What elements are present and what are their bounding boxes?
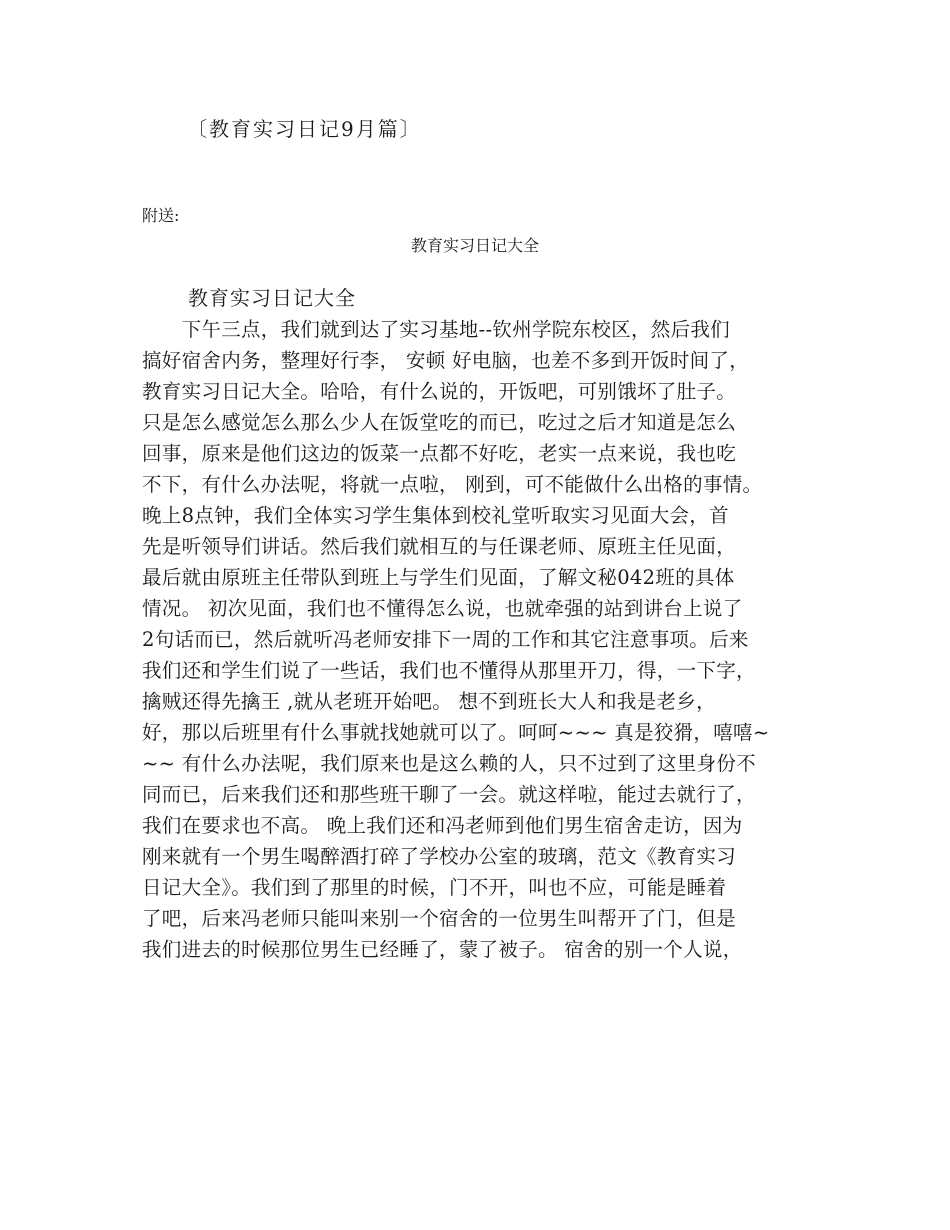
body-line: 2句话而已，然后就听冯老师安排下一周的工作和其它注意事项。后来 — [142, 628, 749, 651]
section-heading: 教育实习日记大全 — [188, 286, 356, 310]
body-line: 情况。 初次见面，我们也不懂得怎么说，也就牵强的站到讲台上说了 — [142, 597, 743, 620]
body-line: 刚来就有一个男生喝醉酒打碎了学校办公室的玻璃，范文《教育实习 — [142, 845, 737, 868]
body-line: 好，那以后班里有什么事就找她就可以了。呵呵~~~ 真是狡猾，嘻嘻~ — [142, 721, 770, 744]
body-line: 日记大全》。我们到了那里的时候，门不开，叫也不应，可能是睡着 — [142, 876, 727, 899]
body-text — [142, 314, 822, 965]
body-line: ~~ 有什么办法呢，我们原来也是这么赖的人，只不过到了这里身份不 — [142, 752, 756, 775]
body-line: 不下，有什么办法呢，将就一点啦， 刚到，可不能做什么出格的事情。 — [142, 473, 763, 496]
body-line: 先是听领导们讲话。然后我们就相互的与任课老师、原班主任见面， — [142, 535, 737, 558]
body-line: 教育实习日记大全。哈哈，有什么说的，开饭吧，可别饿坏了肚子。 — [142, 380, 737, 403]
body-line: 我们在要求也不高。 晚上我们还和冯老师到他们男生宿舍走访，因为 — [142, 814, 743, 837]
appendix-label: 附送: — [142, 206, 180, 225]
body-line: 回事，原来是他们这边的饭菜一点都不好吃，老实一点来说，我也吃 — [142, 442, 737, 465]
body-line: 晚上8点钟，我们全体实习学生集体到校礼堂听取实习见面大会，首 — [142, 504, 729, 527]
body-line: 下午三点，我们就到达了实习基地--钦州学院东校区，然后我们 — [142, 318, 730, 341]
body-line: 最后就由原班主任带队到班上与学生们见面，了解文秘042班的具体 — [142, 566, 735, 589]
body-line: 我们进去的时候那位男生已经睡了，蒙了被子。 宿舍的别一个人说， — [142, 938, 743, 961]
document-subtitle: 教育实习日记大全 — [410, 236, 539, 255]
body-line: 同而已，后来我们还和那些班干聊了一会。就这样啦，能过去就行了， — [142, 783, 756, 806]
body-line: 擒贼还得先擒王 ,就从老班开始吧。 想不到班长大人和我是老乡， — [142, 690, 716, 713]
body-line: 我们还和学生们说了一些话，我们也不懂得从那里开刀，得，一下字， — [142, 659, 756, 682]
body-line: 只是怎么感觉怎么那么少人在饭堂吃的而已，吃过之后才知道是怎么 — [142, 411, 737, 434]
body-line: 了吧，后来冯老师只能叫来别一个宿舍的一位男生叫帮开了门，但是 — [142, 907, 737, 930]
document-title: 〔教育实习日记9月篇〕 — [187, 117, 422, 141]
body-line: 搞好宿舍内务，整理好行李， 安顿 好电脑，也差不多到开饭时间了， — [142, 349, 749, 372]
